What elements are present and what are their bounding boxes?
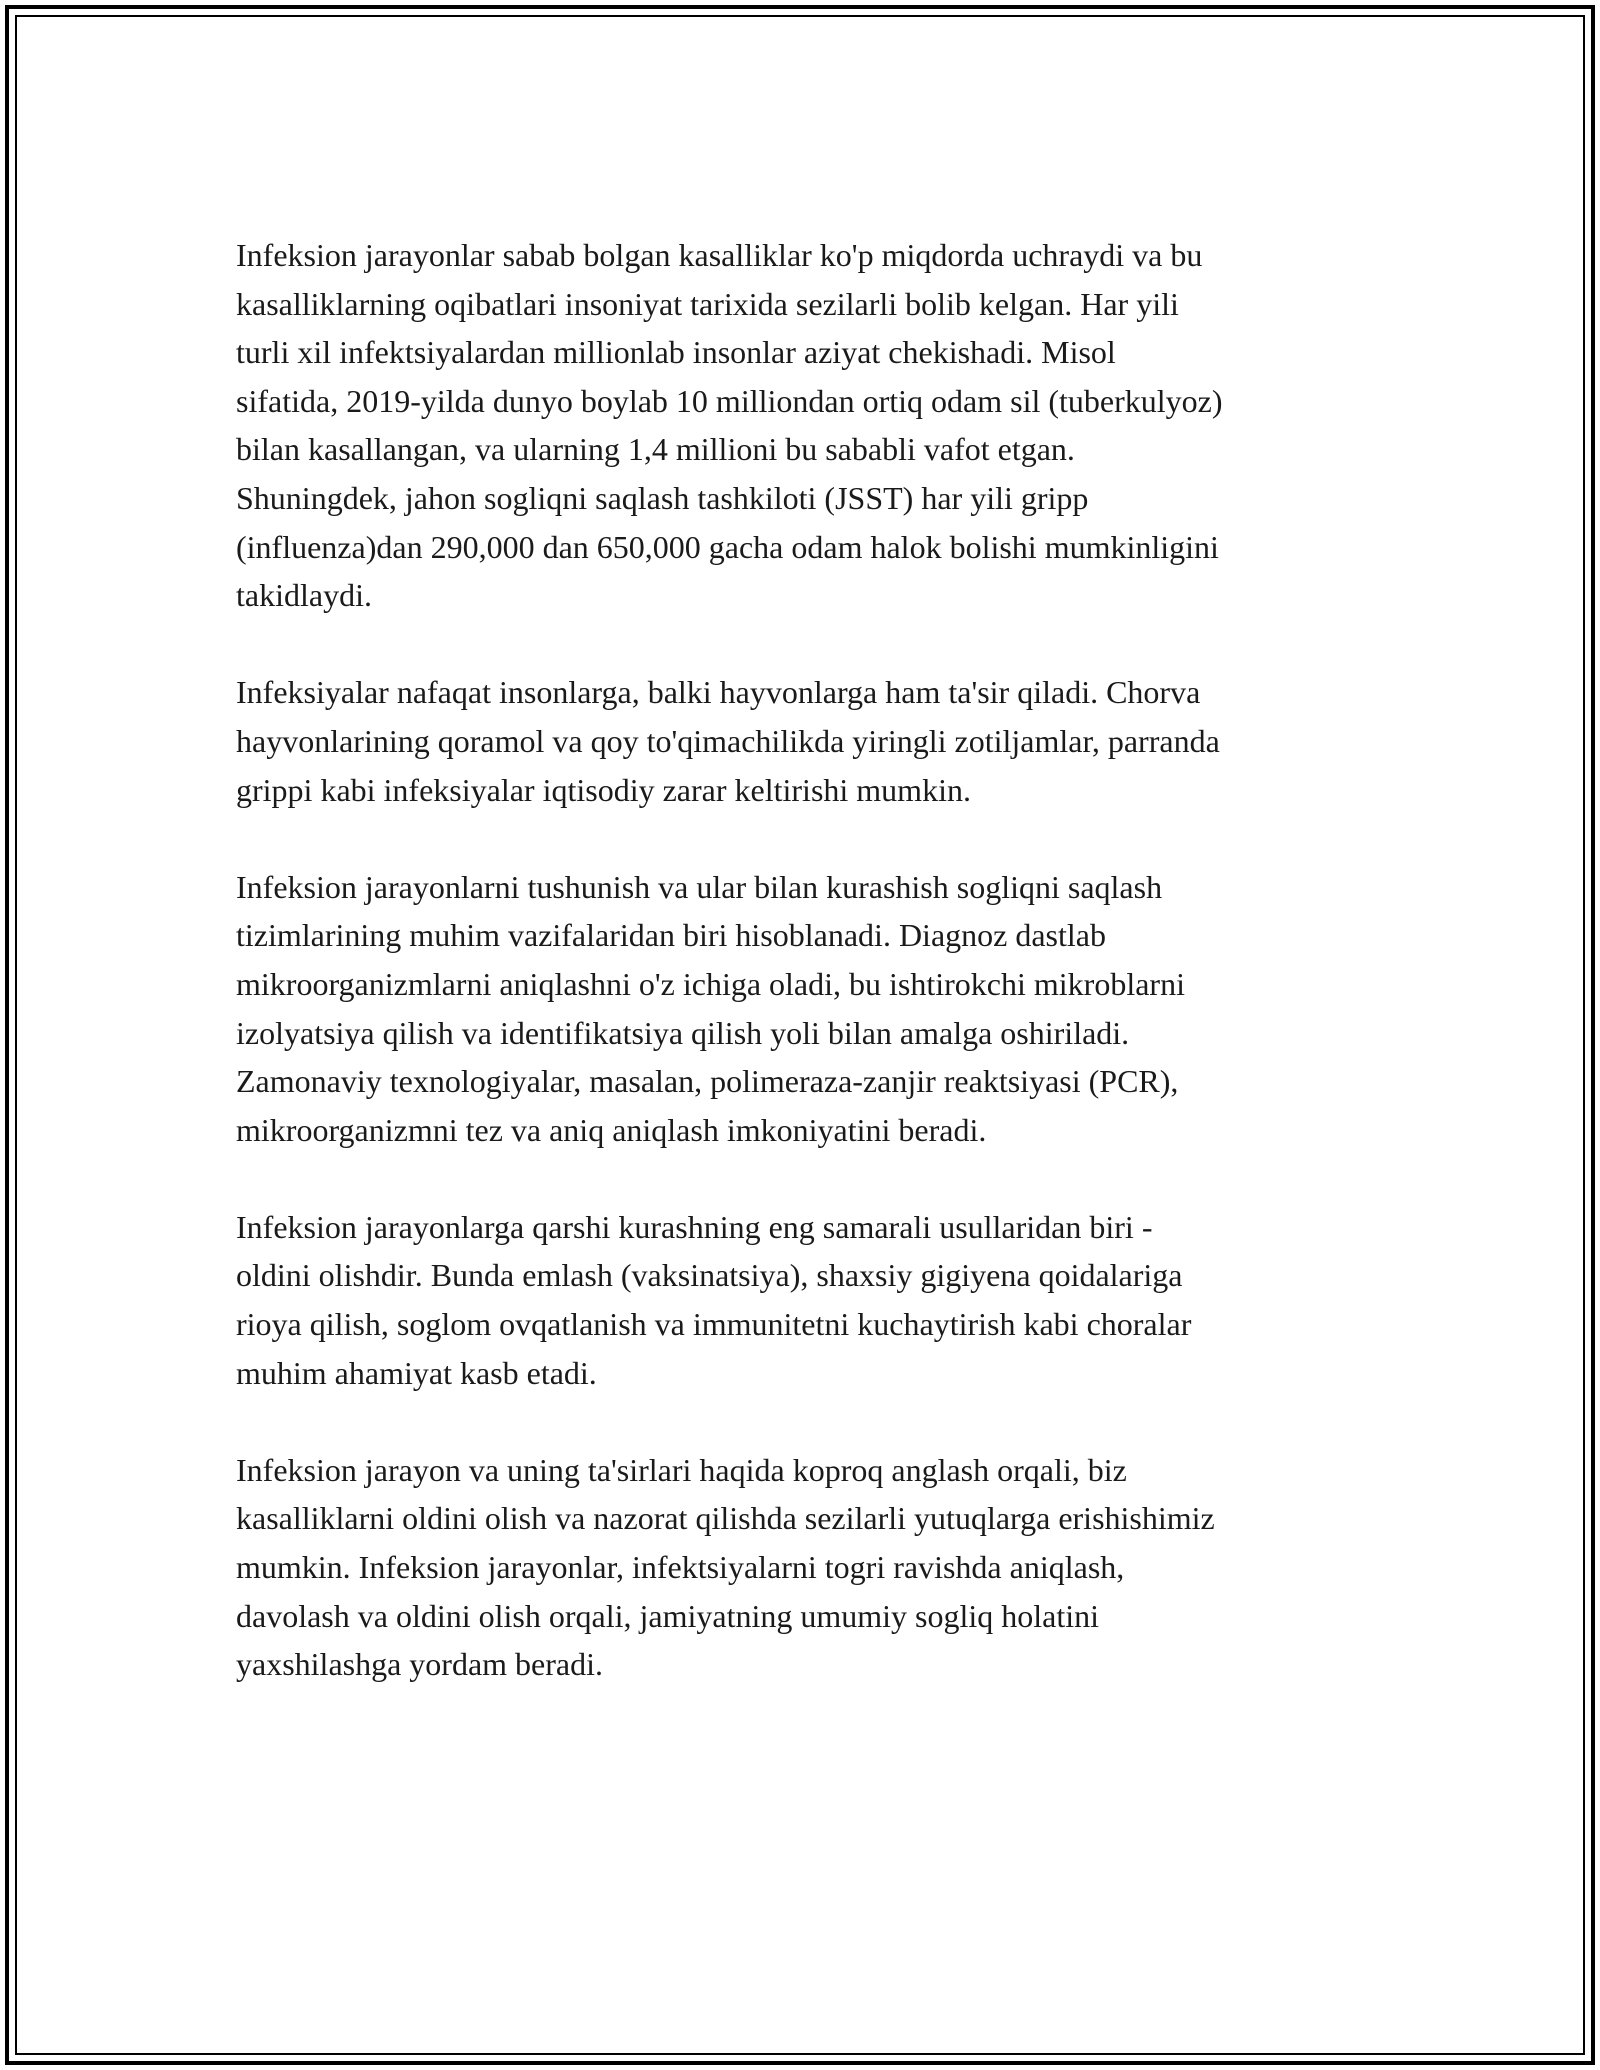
document-body bbox=[236, 231, 1376, 1737]
text-line: Infeksion jarayonlarga qarshi kurashning eng samarali usullaridan biri - bbox=[236, 1208, 1153, 1245]
text-line: Zamonaviy texnologiyalar, masalan, polimeraza-zanjir reaktsiyasi (PCR), bbox=[236, 1063, 1179, 1100]
paragraph-1 bbox=[236, 231, 1376, 620]
text-line: Infeksion jarayonlarni tushunish va ular bilan kurashish sogliqni saqlash bbox=[236, 868, 1163, 905]
text-line: izolyatsiya qilish va identifikatsiya qilish yoli bilan amalga oshiriladi. bbox=[236, 1014, 1130, 1051]
text-line: mikroorganizmni tez va aniq aniqlash imkoniyatini beradi. bbox=[236, 1111, 987, 1148]
text-line: Infeksion jarayon va uning ta'sirlari haqida koproq anglash orqali, biz bbox=[236, 1451, 1127, 1488]
text-line: davolash va oldini olish orqali, jamiyatning umumiy sogliq holatini bbox=[236, 1597, 1100, 1634]
text-line: grippi kabi infeksiyalar iqtisodiy zarar keltirishi mumkin. bbox=[236, 771, 971, 808]
text-line: rioya qilish, soglom ovqatlanish va immunitetni kuchaytirish kabi choralar bbox=[236, 1306, 1192, 1343]
text-line: muhim ahamiyat kasb etadi. bbox=[236, 1354, 597, 1391]
text-line: takidlaydi. bbox=[236, 577, 372, 614]
text-line: tizimlarining muhim vazifalaridan biri hisoblanadi. Diagnoz dastlab bbox=[236, 917, 1106, 954]
paragraph-2 bbox=[236, 668, 1376, 814]
text-line: mikroorganizmlarni aniqlashni o'z ichiga oladi, bu ishtirokchi mikroblarni bbox=[236, 965, 1185, 1002]
text-line: kasalliklarning oqibatlari insoniyat tarixida sezilarli bolib kelgan. Har yili bbox=[236, 285, 1179, 322]
text-line: sifatida, 2019-yilda dunyo boylab 10 milliondan ortiq odam sil (tuberkulyoz) bbox=[236, 382, 1223, 419]
text-line: Infeksiyalar nafaqat insonlarga, balki hayvonlarga ham ta'sir qiladi. Chorva bbox=[236, 674, 1201, 711]
text-line: bilan kasallangan, va ularning 1,4 millioni bu sababli vafot etgan. bbox=[236, 431, 1075, 468]
paragraph-3 bbox=[236, 863, 1376, 1155]
text-line: kasalliklarni oldini olish va nazorat qilishda sezilarli yutuqlarga erishishimiz bbox=[236, 1500, 1215, 1537]
text-line: mumkin. Infeksion jarayonlar, infektsiyalarni togri ravishda aniqlash, bbox=[236, 1549, 1125, 1586]
text-line: oldini olishdir. Bunda emlash (vaksinatsiya), shaxsiy gigiyena qoidalariga bbox=[236, 1257, 1183, 1294]
text-line: turli xil infektsiyalardan millionlab insonlar aziyat chekishadi. Misol bbox=[236, 334, 1116, 371]
paragraph-5 bbox=[236, 1446, 1376, 1689]
paragraph-4 bbox=[236, 1203, 1376, 1397]
text-line: Infeksion jarayonlar sabab bolgan kasalliklar ko'p miqdorda uchraydi va bu bbox=[236, 237, 1203, 273]
text-line: Shuningdek, jahon sogliqni saqlash tashkiloti (JSST) har yili gripp bbox=[236, 479, 1089, 516]
text-line: yaxshilashga yordam beradi. bbox=[236, 1646, 603, 1683]
text-line: (influenza)dan 290,000 dan 650,000 gacha odam halok bolishi mumkinligini bbox=[236, 528, 1219, 565]
text-line: hayvonlarining qoramol va qoy to'qimachilikda yiringli zotiljamlar, parranda bbox=[236, 722, 1220, 759]
